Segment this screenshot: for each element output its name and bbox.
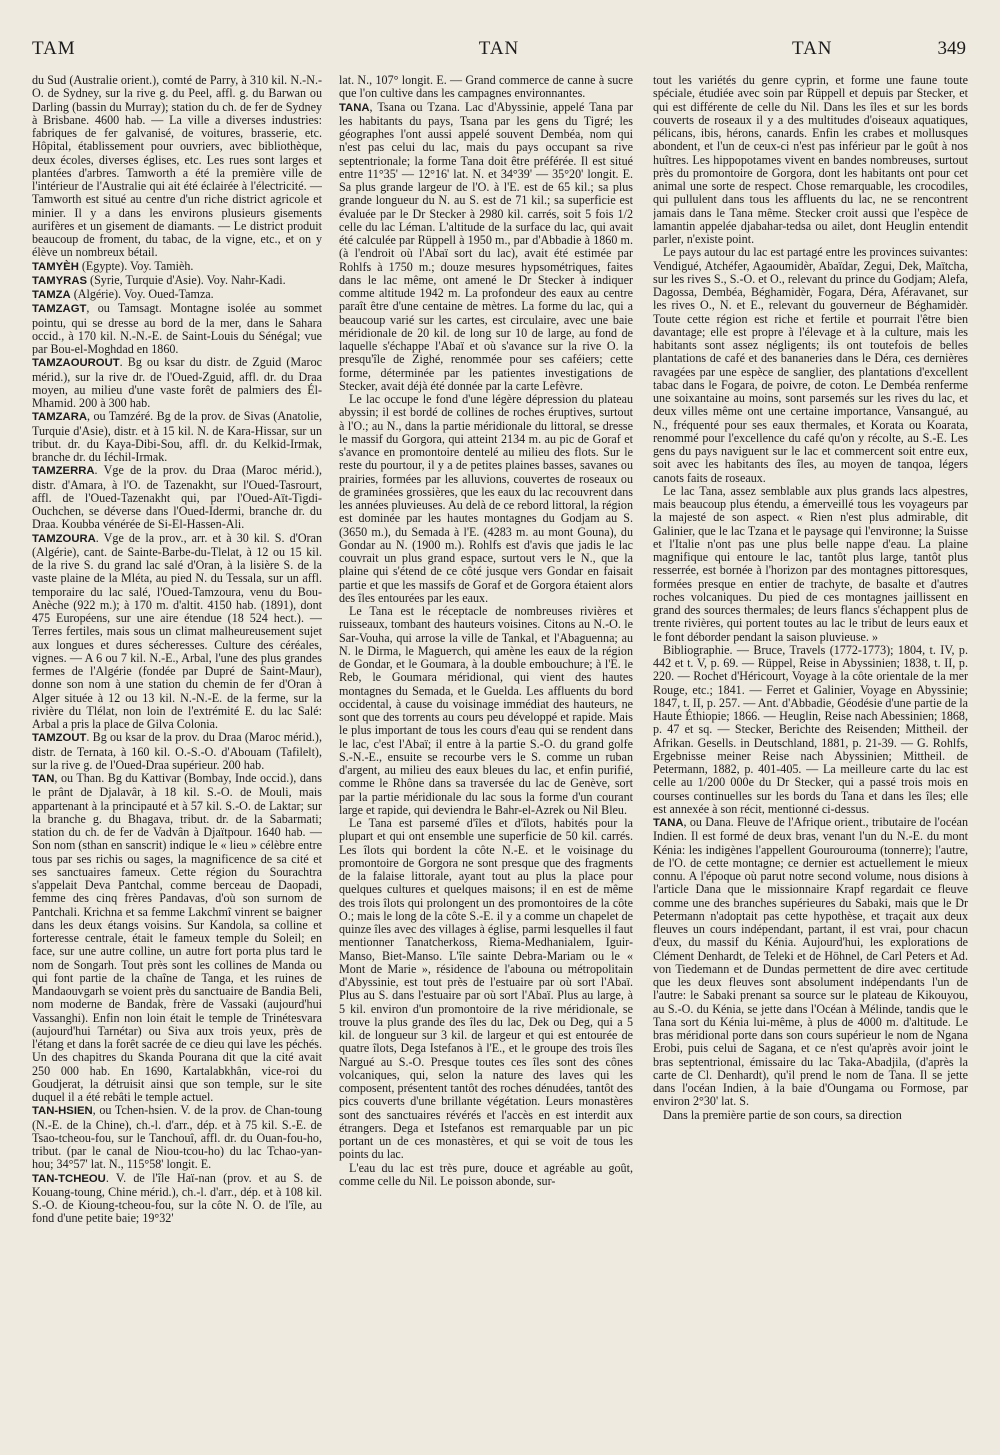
text-paragraph [339,1162,633,1189]
text-paragraph [653,246,968,485]
dictionary-entry [32,274,322,288]
entry-text: (Syrie, Turquie d'Asie). Voy. Nahr-Kadi. [87,272,286,287]
entry-headword: TAN [32,773,55,785]
dictionary-entry [32,532,322,732]
dictionary-entry [32,772,322,1104]
text-column-2 [339,74,633,1444]
text-paragraph [653,485,968,644]
entry-text: , Tsana ou Tzana. Lac d'Abyssinie, appelé Tana par les habitants du pays, Tsana par les gens du Tigré; les géographes l'ont aussi appelé souvent Dembéa, nom qui n'est pas celui du lac, mais du pays occupant sa rive septentrionale; la forme Tana doit être préférée. Il est situé entre 11°35' — 12°16' lat. N. et 34°39' — 35°20' longit. E. Sa plus grande largeur de l'O. à l'E. est de 65 kil.; sa plus grande longueur du N. au S. est de 71 kil.; sa superficie est évaluée par le Dr Stecker à 2980 kil. carrés, soit 5 fois 1/2 celle du lac Léman. L'altitude de la surface du lac, qui avait été calculée par Rüppell à 1950 m., par d'Abbadie à 1860 m. (à l'endroit où l'Abaï sort du lac), avait été estimée par Rohlfs à 1750 m.; douze mesures hypsométriques, faites dans le lac même, ont amené le Dr Stecker à indiquer comme altitude 1942 m. La profondeur des eaux au centre paraît être d'une centaine de mètres. La forme du lac, qui a beaucoup varié sur les cartes, est circulaire, avec une baie méridionale de 20 kil. de long sur 10 de large, au fond de laquelle s'échappe l'Abaï et où s'avance sur la rive O. la presqu'île de Zighé, renommée pour ses caféiers; cette forme, déterminée par les patientes investigations de Stecker, avait déjà été donnée par la carte Lefèvre. [339,99,633,393]
text-paragraph [339,605,633,817]
entry-headword: TAMZOUT [32,732,87,745]
entry-text: . Bg ou ksar de la prov. du Draa (Maroc mérid.), distr. de Ternata, à 160 kil. O.-S.-O. d'Abouam (Tafilelt), sur la rive g. de l'Oued-Draa supérieur. 200 hab. [32,730,322,772]
entry-text: Le Tana est le réceptacle de nombreuses rivières et ruisseaux, tombant des hauteurs voisines. Citons au N.-O. le Sar-Vouha, qui arrose la ville de Tankal, et l'Abaguenna; au N. le Dirma, le Magueтch, qui amène les eaux de la région de Gondar, et le Goumara, à la double embouchure; à l'E. le Reb, le Goumara méridional, qui vient des hautes montagnes du Semada, et le Guelda. Les affluents du bord occidental, à cause du voisinage immédiat des hauteurs, ne sont que des torrents au cours peu développé et rapide. Mais le plus important de tous les cours d'eau qui se rendent dans le lac, c'est l'Abaï; il entre à la partie S.-O. du grand golfe S.-N.-E., ensuite se recourbe vers le S. comme un ruban d'argent, au milieu des eaux bleues du lac, et enfin purifié, comme le Rhône dans sa traversée du lac de Genève, sort par la partie méridionale du lac sous la forme d'un courant large et rapide, qui deviendra le Bahr-el-Azrek ou Nil Bleu. [339,604,633,817]
entry-text: Le lac occupe le fond d'une légère dépression du plateau abyssin; il est bordé de collines de roches éruptives, surtout à l'O.; au N., dans la partie méridionale du littoral, se dresse le massif du Gorgora, qui atteint 2134 m. au pic de Goraf et s'avance en promontoire dentelé au milieu des flots. Sur le reste du pourtour, il y a de petites plaines basses, savanes ou prairies, formées par les alluvions, couvertes de roseaux ou de graminées grossières, que les eaux du lac recouvrent dans les années pluvieuses. Au delà de ce rebord littoral, la région est dominée par les hautes montagnes du Godjam au S. (3650 m.), du Semada à l'E. (4283 m. au mont Gouna), du Gondar au N. (1900 m.). Rohlfs est d'avis que jadis le lac couvrait un plus grand espace, surtout vers le N., que la plaine qui s'étend de ce côté jusque vers Gondar en faisait partie et que les massifs de Goraf et de Gorgora étaient alors des îles entourées par les eaux. [339,392,633,605]
entry-text: Dans la première partie de son cours, sa direction [663,1107,902,1122]
entry-text: (Egypte). Voy. Tamièh. [78,258,194,273]
entry-headword: TAMZOURA [32,532,96,545]
text-paragraph [32,74,322,260]
dictionary-entry [32,1172,322,1226]
entry-text: Le Tana est parsemé d'îles et d'îlots, habités pour la plupart et qui ont ensemble une superficie de 50 kil. carrés. Les îlots qui bordent la côte N.-E. et le voisinage du promontoire de Gorgora ne sont presque que des fragments de la falaise littorale, ayant tout au plus la place pour quelques cultures et quelques maisons; il en est de même des trois îlots qui prolongent un des promontoires de la côte O.; mais le long de la côte S.-E. il y a comme un chapelet de quinze îles avec des villages à église, parmi lesquelles il faut mentionner Tanatcherkoss, Riema-Medhanialem, Iguir-Manso, Biet-Manso. L'île sainte Debra-Mariam ou le « Mont de Marie », résidence de l'abouna ou métropolitain d'Abyssinie, est tout près de l'estuaire par où sort l'Abaï. Plus au S. dans l'estuaire par où sort l'Abaï. Plus au large, à 5 kil. environ d'un promontoire de la rive méridionale, se trouve la plus grande des îles du lac, Dek ou Deg, qui a 5 kil. de longueur sur 3 kil. de largeur et qui est entourée de quatre îlots, Dega Istefanos à l'E., et le groupe des trois îles Nargué au S.-O. Presque toutes ces îles sont des cônes volcaniques, qui, selon la nature des laves qui les composent, présentent tantôt des roches dénudées, tantôt des pics couverts d'une brillante végétation. Leurs monastères sont des sanctuaires révérés et l'accès en est interdit aux étrangers. Dega et Istefanos est remarquable par un pic portant un de ces monastères, et qui se voit de tous les points du lac. [339,816,633,1162]
entry-headword: TAMZERRA [32,465,95,478]
header-center-word: TAN [478,38,520,59]
entry-text: , ou Tamzéré. Bg de la prov. de Sivas (Anatolie, Turquie d'Asie), distr. et à 15 kil. N. de Kara-Hissar, sur un tribut. dr. du Kaya-Dibi-Sou, affl. dr. du Kelkid-Irmak, branche dr. du Iéchil-Irmak. [32,409,322,464]
dictionary-entry [32,731,322,772]
text-column-3 [653,74,968,1444]
entry-headword: TAMYÈH [32,260,79,273]
entry-text: lat. N., 107° longit. E. — Grand commerce de canne à sucre que l'on cultive dans les campagnes environnantes. [339,74,633,101]
dictionary-entry [653,816,968,1109]
page-number: 349 [937,38,966,59]
text-paragraph [339,393,633,605]
entry-text: . Vge de la prov., arr. et à 30 kil. S. d'Oran (Algérie), cant. de Sainte-Barbe-du-Tlelat, à 12 ou 15 kil. de la rive S. du grand lac salé d'Oran, à la lisière S. de la vaste plaine de la Mléta, au pied N. du Tessala, sur un affl. temporaire du lac salé, l'Oued-Tamzoura, venu du Bou-Anèche (922 m.); à 170 m. d'altit. 4150 hab. (1891), dont 475 Européens, sur une aire étendue (18 524 hect.). — Terres fertiles, mais sous un climat malheureusement sujet aux longues et dures sécheresses. Culture des céréales, vignes. — A 6 ou 7 kil. N.-E., Arbal, l'une des plus grandes fermes de l'Algérie (fondée par Dupré de Saint-Maur), donne son nom à une station du chemin de fer d'Oran à Alger située à 12 ou 13 kil. N.-N.-E. de la ferme, sur la rivière du Tlélat, non loin de l'extrémité E. du lac Salé: Arbal a pris la place de Gilva Colonia. [32,530,322,731]
entry-text: , ou Tchen-hsien. V. de la prov. de Chan-toung (N.-E. de la Chine), ch.-l. d'arr., dép. et à 75 kil. S.-E. de Tsao-tcheou-fou, sur le Tanchouî, affl. dr. du Ouan-fou-ho, tribut. (par le canal de Niou-tcou-ho) du lac Tchao-yan-hou; 34°57' lat. N., 115°58' longit. E. [32,1103,322,1172]
dictionary-entry [32,410,322,464]
entry-headword: TAN-HSIEN [32,1105,93,1118]
text-paragraph [653,1109,968,1122]
dictionary-entry [339,101,633,394]
entry-headword: TAMZAOUROUT [32,357,120,370]
entry-text: , ou Than. Bg du Kattivar (Bombay, Inde occid.), dans le prânt de Djalavâr, à 18 kil. S.-O. de Mouli, mais appartenant à la principauté et à 57 kil. S.-O. de Laktar; sur la branche g. du Bhagava, tribut. dr. de la Sabarmati; station du ch. de fer de Vadvân à Djaïtpour. 1640 hab. — Son nom (sthan en sanscrit) indique le « lieu » célèbre entre tous par ses richis ou sages, la magnificence de sa cité et ses sanctuaires fameux. Cette région du Sourachtra s'appelait Deva Pantchal, comme berceau de Daopadi, femme des cinq frères Pandavas, d'où son surnom de Pantchali. Krichna et sa femme Lakchmî vinrent se baigner dans les deux étangs voisins. Sur Kandola, sa colline et forteresse centrale, était le fameux temple du Soleil; en face, sur une autre colline, un autre fort porta plus tard le nom de Songarh. Tout près sont les collines de Manda ou qui font partie de la chaîne de Tanga, et les ruines de Mandaouvgarh se voient près du sanctuaire de Bandia Beli, nom moderne de Bandak, frère de Vassaki (aujourd'hui Vassanghi). Enfin non loin était le temple de Trinétesvara (aujourd'hui Tarnétar) ou Siva aux trois yeux, près de l'étang et dans la forêt sacrée de ce dieu qui lave les péchés. Un des chapitres du Skanda Pourana dit que la cité avait 250 000 hab. En 1690, Kartalabkhân, vice-roi du Goudjerat, la détruisit ainsi que son temple, sur le site duquel il a été rebâti le temple actuel. [32,771,322,1104]
header-right-word: TAN [792,38,833,59]
entry-text: . Bg ou ksar du distr. de Zguid (Maroc mérid.), sur la rive dr. de l'Oued-Zguid, affl. dr. du Draa moyen, au milieu d'une vaste forêt de palmiers des Él-Mhamid. 200 à 300 hab. [32,355,322,410]
dictionary-entry [32,260,322,274]
dictionary-entry [32,1104,322,1171]
entry-text: Le lac Tana, assez semblable aux plus grands lacs alpestres, mais beaucoup plus étendu, a émerveillé tous les voyageurs par la majesté de son aspect. « Rien n'est plus admirable, dit Galinier, que le lac Tzana et le paysage qui l'environne; la Suisse et l'Italie n'ont pas une plus belle nappe d'eau. La plaine magnifique qui entoure le lac, tantôt plus large, tantôt plus resserrée, est bornée à l'horizon par des montagnes pittoresques, formées presque en entier de trachyte, de basalte et d'autres roches volcaniques. Du pied de ces montagnes jaillissent en grand des sources thermales; de leurs flancs s'échappent plus de trente rivières, qui portent toutes au lac le tribut de leurs eaux et le font déborder pendant la saison pluvieuse. » [653,483,968,644]
text-column-1 [32,74,322,1444]
dictionary-entry [32,464,322,531]
entry-text: , ou Dana. Fleuve de l'Afrique orient., tributaire de l'océan Indien. Il est formé de deux bras, venant l'un du N.-E. du mont Kénia: les indigènes l'appellent Gourourouma (tonnerre); l'autre, de l'O. de cette montagne; ce dernier est actuellement le mieux connu. A l'époque où parut notre second volume, nous disions à l'article Dana que le missionnaire Krapf regardait ce fleuve comme une des branches supérieures du Sabaki, mais que le Dr Petermann n'adoptait pas cette hypothèse, et traçait aux deux fleuves un cours indépendant, partant, il est vrai, pour chacun d'eux, du massif du Kénia. Aujourd'hui, les explorations de Clément Denhardt, de Teleki et de Höhnel, de Carl Peters et Ad. von Tiedemann et de Dundas permettent de dire avec certitude que les deux fleuves sont absolument indépendants l'un de l'autre: le Sabaki prenant sa source sur le plateau de Kikouyou, au S.-O. du Kénia, se jette dans l'Océan à Mélinde, tandis que le Tana sort du Kénia lui-même, à plus de 4000 m. d'altitude. Le bras méridional porte dans son cours supérieur le nom de Ngana Erobi, puis celui de Sagana, et ce n'est qu'après avoir joint le bras septentrional, émissaire du lac Taka-Abadjila, (d'après la carte de Cl. Denhardt), qu'il prend le nom de Tana. Il se jette dans l'océan Indien, à la baie d'Oungama ou Formose, par environ 2°30' lat. S. [653,815,968,1109]
entry-text: , ou Tamsagt. Montagne isolée au sommet pointu, qui se dresse au bord de la mer, dans le Sahara occid., à 170 kil. N.-N.-E. de Saint-Louis du Sénégal; vue par Bou-el-Moghdad en 1860. [32,301,322,356]
text-paragraph [653,74,968,246]
entry-headword: TAMZA [32,289,71,301]
entry-headword: TANA [339,101,370,114]
text-paragraph [339,817,633,1162]
dictionary-entry [32,356,322,410]
entry-text: Le pays autour du lac est partagé entre les provinces suivantes: Vendigué, Atchéfer, Agaoumidèr, Abaïdar, Zegui, Dek, Maïtcha, sur les rives S., S.-O. et O., relevant du prince du Godjam; Alefa, Dagossa, Dembéa, Béghamidèr, Fogara, Déra, Aféravanet, sur les rives O., N. et E., relevant du gouverneur de Béghamidèr. Toute cette région est riche et fertile et pourrait l'être bien davantage; elle est propre à l'élevage et à la culture, mais les habitants sont assez négligents; ils ont toutefois de belles plantations de café et des bananeries dans le Déra, ces dernières ravagées par une espèce de sanglier, des plantations d'excellent tabac dans le Fogara, de poivre, de coton. Le Dembéa renferme une soixantaine au moins, sont parsemés sur les rives du lac, et deux villes même ont une certaine importance, Vansangué, au N., fréquenté pour ses eaux thermales, et Korata ou Koarata, renommé pour l'excellence du café qu'on y récolte, au S.-E. Les gens du pays naviguent sur le lac et commercent soit entre eux, soit avec les habitants des îles, au moyen de tanqoa, légers canots faits de roseaux. [653,245,968,485]
dictionary-entry [32,302,322,356]
dictionary-entry [32,288,322,302]
entry-text: . Vge de la prov. du Draa (Maroc mérid.), distr. d'Amara, à l'O. de Tazenakht, sur l'Oued-Tasrourt, affl. de l'Oued-Tazenakht qui, par l'Oued-Aït-Tigdi-Ouchchen, se déverse dans l'Oued-Idermi, branche dr. du Draa. Koubba vénérée de Si-El-Hassen-Ali. [32,463,322,532]
entry-headword: TANA [653,817,684,829]
running-header [32,38,966,68]
entry-headword: TAMYRAS [32,274,88,287]
entry-headword: TAN-TCHEOU [32,1172,106,1185]
entry-text: L'eau du lac est très pure, douce et agréable au goût, comme celle du Nil. Le poisson abonde, sur- [339,1160,633,1188]
entry-headword: TAMZARA [32,411,88,424]
entry-text: . V. de l'île Haï-nan (prov. et au S. de Kouang-toung, Chine mérid.), ch.-l. d'arr., dép. et à 108 kil. S.-O. de Kioung-tcheou-fou, sur la côte N. O. de l'île, au fond d'une petite baie; 19°32' [32,1170,322,1226]
entry-text: Bibliographie. — Bruce, Travels (1772-1773); 1804, t. IV, p. 442 et t. V, p. 69. — Rüppel, Reise in Abyssinien; 1838, t. II, p. 220. — Rochet d'Héricourt, Voyage à la côte orientale de la mer Rouge, etc.; 1841. — Ferret et Galinier, Voyage en Abyssinie; 1847, t. II, p. 257. — Ant. d'Abbadie, Géodésie d'une partie de la Haute Éthiopie; 1866. — Heuglin, Reise nach Abessinien; 1868, p. 47 et sq. — Stecker, Berichte des Reisenden; Mittheil. der Afrikan. Gesells. in Deutschland, 1881, p. 21-39. — G. Rohlfs, Ergebnisse meiner Reise nach Abyssinien; Mittheil. de Petermann, 1882, p. 401-405. — La meilleure carte du lac est celle au 1/200 000e du Dr Stecker, qui a passé trois mois en courses continuelles sur les bords du Tana et dans les îles; elle est annexée à son récit, mentionné ci-dessus. [653,642,968,816]
entry-headword: TAMZAGT [32,303,87,316]
header-left-word: TAM [32,38,76,59]
entry-text: tout les variétés du genre cyprin, et forme une faune toute spéciale, étudiée avec soin par Rüppell et depuis par Stecker, et qui est différente de celle du Nil. Dans les îles et sur les bords couverts de roseaux il y a des multitudes d'oiseaux aquatiques, pélicans, ibis, hérons, canards. Enfin les crabes et mollusques abondent, et l'un de ceux-ci n'est pas inférieur par le goût à nos huîtres. Les hippopotames vivent en bandes nombreuses, surtout près du promontoire de Gorgora, dont les habitants ont pour cet animal une sorte de respect. Chose remarquable, les crocodiles, qui pullulent dans tous les affluents du lac, ne se rencontrent jamais dans le Tana même. Stecker croit aussi que l'espèce de lamantin appelée djabahar-tedsa ou ailet, dont Heuglin entendit parler, n'existe point. [653,74,968,246]
text-paragraph [653,644,968,816]
entry-text: (Algérie). Voy. Oued-Tamza. [70,287,214,301]
text-paragraph [339,74,633,101]
entry-text: du Sud (Australie orient.), comté de Parry, à 310 kil. N.-N.-O. de Sydney, sur la rive g. du Peel, affl. g. du Barwan ou Darling (bassin du Murray); station du ch. de fer de Sydney à Brisbane. 4600 hab. — La ville a diverses industries: fabriques de fer galvanisé, de voitures, brasserie, etc. Hôpital, établissement pour ouvriers, avec bibliothèque, deux écoles, diverses églises, etc. Les rues sont larges et plantées d'arbres. Tamworth a été la première ville de l'intérieur de l'Australie qui ait été éclairée à l'électricité. — Tamworth est situé au centre d'un riche district agricole et minier. Il y a dans les environs plusieurs gisements aurifères et un gisement de diamants. — Le district produit beaucoup de froment, du tabac, de la vigne, etc., et on y élève un nombreux bétail. [32,74,322,260]
